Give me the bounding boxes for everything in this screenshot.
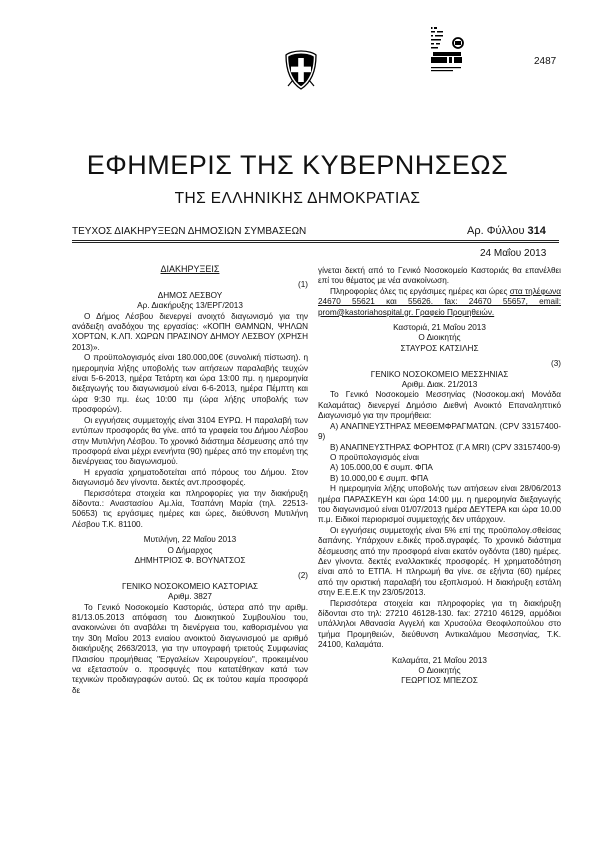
notice-3-reference: Αριθμ. Διακ. 21/2013 (401, 380, 478, 390)
sheet-number-line (467, 225, 546, 237)
notice-3-number: (3) (550, 359, 561, 369)
notice-1-paragraph: Οι εγγυήσεις συμμετοχής είναι 3104 ΕΥΡΩ. Η παραλαβή των εντύπων προσφοράς θα γίνε. από τα γραφεία του Δήμου Λέσβου στην Μυτιλήνη Λέσβου. Το χρονικό διάστημα δέσμευσης από την προσφορά είναι μέχρι ενενήντα (90) ημέρες από την επομένη της διενέργειας του διαγωνισμού. (72, 415, 308, 467)
notice-2-number: (2) (297, 571, 308, 581)
page-number: 2487 (534, 56, 557, 67)
greek-coat-of-arms-emblem (284, 50, 318, 90)
gazette-subtitle: ΤΗΣ ΕΛΛΗΝΙΚΗΣ ΔΗΜΟΚΡΑΤΙΑΣ (174, 190, 421, 207)
notice-2-contact-details: στα τηλέφωνα 24670 55621 και 55626. fax: 24670 55657, email: prom@kastoriahospital.gr. Γραφείο Προμηθειών. (318, 286, 561, 317)
notice-3-signatory-role: Ο Διοικητής (418, 666, 461, 676)
notice-3-paragraph: Περισσότερα στοιχεία και πληροφορίες για τη διακήρυξη δίδονται στο τηλ: 27210 46128-130. fax: 27210 46129, αρμόδιοι υπάλληλοι Αθανασία Αγγελή και Χρυσούλα Θεοφιλοπούλου στο τμήμα Προμηθειών, διεύθυνση Αντικαλάμου Μεσσηνίας, Τ.Κ. 24100, Καλαμάτα. (318, 598, 561, 650)
notice-3-budget-label: Ο προϋπολογισμός είναι (330, 452, 420, 462)
left-column (72, 264, 308, 696)
right-column (318, 266, 561, 687)
notice-1-signatory-role: Ο Δήμαρχος (167, 545, 213, 555)
notice-3-item-b: Β) ΑΝΑΠΝΕΥΣΤΗΡΑΣ ΦΟΡΗΤΟΣ (Γ.Α ΜRI) (CPV 33157400-9) (330, 442, 561, 452)
notice-1-paragraph: Ο Δήμος Λέσβου διενεργεί ανοιχτό διαγωνισμό για την ανάδειξη αναδόχου της εργασίας: «ΚΟΠΗ ΘΑΜΝΩΝ, ΨΗΛΩΝ ΧΟΡΤΩΝ, Κ.ΛΠ. ΧΩΡΩΝ ΠΡΑΣΙΝΟΥ ΔΗΜΟΥ ΛΕΣΒΟΥ (ΧΡΗΣΗ 2013)». (72, 311, 308, 352)
notice-3-paragraph: Οι εγγυήσεις συμμετοχής είναι 5% επί της προϋπολογ.σθείσας δαπάνης. Υπάρχουν ε.δικές προδ.αγραφές. Το χρονικό διάστημα δέσμευσης από την προσφορά είναι εκατόν ογδόντα (180) ημέρες. Δεν γίνοντα. δεκτές εναλλακτικές προσφορές. Η χρηματοδότηση είναι από το ΕΤΠΑ. Η πληρωμή θα γίνε. σε εξήντα (60) ημέρες από την οριστική παραλαβή του εξοπλισμού. Η διακήρυξη εστάλη στην Ε.Ε.Ε.Κ την 23/05/2013. (318, 525, 561, 598)
notice-2-place-date: Καστοριά, 21 Μαΐου 2013 (393, 323, 486, 333)
issue-date: 24 Μαΐου 2013 (480, 248, 547, 259)
notice-3-paragraph: Το Γενικό Νοσοκομείο Μεσσηνίας (Νοσοκομ.ακή Μονάδα Καλαμάτας) διενεργεί Δημόσιο Διεθνή Ανοικτό Επαναληπτικό Διαγωνισμό για την προμήθεια: (318, 390, 561, 421)
sheet-number: 314 (527, 225, 546, 237)
notice-2-signatory-name: ΣΤΑΥΡΟΣ ΚΑΤΣΙΛΗΣ (400, 343, 479, 353)
notice-2-signatory-role: Ο Διοικητής (418, 333, 461, 343)
notice-3-signatory-name: ΓΕΩΡΓΙΟΣ ΜΠΕΖΟΣ (401, 676, 478, 686)
notice-2-contact-lead: Πληροφορίες όλες τις εργάσιμες ημέρες και ώρες (330, 286, 510, 296)
notice-2-paragraph: Το Γενικό Νοσοκομείο Καστοριάς, ύστερα από την αριθμ. 81/13.05.2013 απόφαση του Διοικητικού Συμβουλίου του, ανακοινώνει ότι αναβάλει τη διενέργεια του, καθορισμένου για την 30η Μαΐου 2013 ενιαίου ανοικτού διαγωνισμού με αριθμό διακήρυξης 2663/2013, για την υπογραφή τριετούς Συμφωνίας Πλαισίου προμήθειας "Εργαλείων Χειρουργείου", προκειμένου να εξεταστούν ο. προσφυγές που κατατέθηκαν κατά των τεχνικών προδιαγραφών αυτού. Ως εκ τούτου καμία προσφορά δε (72, 602, 308, 695)
notice-1-place-date: Μυτιλήνη, 22 Μαΐου 2013 (143, 535, 237, 545)
issue-label: ΤΕΥΧΟΣ ΔΙΑΚΗΡΥΞΕΩΝ ΔΗΜΟΣΙΩΝ ΣΥΜΒΑΣΕΩΝ (72, 226, 307, 237)
sheet-label: Αρ. Φύλλου (467, 225, 525, 237)
gazette-title: ΕΦΗΜΕΡΙΣ ΤΗΣ ΚΥΒΕΡΝΗΣΕΩΣ (86, 150, 509, 180)
notice-3-place-date: Καλαμάτα, 21 Μαΐου 2013 (392, 655, 487, 665)
notice-3-budget-a: Α) 105.000,00 € συμπ. ΦΠΑ (330, 463, 433, 473)
notice-3-organization: ΓΕΝΙΚΟ ΝΟΣΟΚΟΜΕΙΟ ΜΕΣΣΗΝΙΑΣ (370, 369, 509, 379)
notice-1-number: (1) (297, 280, 308, 290)
notice-2-paragraph-cont: γίνεται δεκτή από το Γενικό Νοσοκομείο Καστοριάς θα επανέλθει επί του θέματος με νέα ανακοίνωση. (318, 266, 561, 286)
notice-1-paragraph: Περισσότερα στοιχεία και πληροφορίες για την διακήρυξη δίδοντα.: Αναστασίου Αμ.λία, Τσαπάνη Μαρία (τηλ. 22513-50653) τις εργάσιμες ημέρες και ώρες, διεύθυνση Μυτιλήνη Λέσβου Τ.Κ. 81100. (72, 488, 308, 529)
header-rule-thin (72, 242, 559, 243)
notice-1-reference: Αρ. Διακήρυξης 13/ΕΡΓ/2013 (137, 301, 243, 311)
notice-3-budget-b: Β) 10.000,00 € συμπ. ΦΠΑ (330, 473, 429, 483)
section-heading: ΔΙΑΚΗΡΥΞΕΙΣ (160, 264, 220, 274)
notice-2-contact (318, 287, 561, 318)
notice-2-organization: ΓΕΝΙΚΟ ΝΟΣΟΚΟΜΕΙΟ ΚΑΣΤΟΡΙΑΣ (122, 581, 258, 591)
notice-2-reference: Αριθμ. 3827 (168, 592, 212, 602)
notice-1-paragraph: Ο προϋπολογισμός είναι 180.000,00€ (συνολική πίστωση). η ημερομηνία λήξης υποβολής των αιτήσεων παραλαβής τευχών είναι 5-6-2013, ημέρα Τετάρτη και ώρα 13:00 πμ. η ημερομηνία διεξαγωγής του διαγωνισμού είναι 6-6-2013, ημέρα Πέμπτη και ώρα 9:30 πμ. έως 10:00 πμ (ώρα λήξης υποβολής των προσφορών). (72, 353, 308, 415)
barcode-seal-icon (431, 27, 469, 73)
notice-1-paragraph: Η εργασία χρηματοδοτείται από πόρους του Δήμου. Στον διαγωνισμό δεν γίνοντα. δεκτές αντ.προσφορές. (72, 467, 308, 488)
notice-1-organization: ΔΗΜΟΣ ΛΕΣΒΟΥ (157, 290, 223, 300)
notice-3-paragraph: Η ημερομηνία λήξης υποβολής των αιτήσεων είναι 28/06/2013 ημέρα ΠΑΡΑΣΚΕΥΗ και ώρα 14:00 μμ. η ημερομηνία διεξαγωγής του διαγωνισμού είναι 01/07/2013 ημέρα ΔΕΥΤΕΡΑ και ώρα 10.00 π.μ. Ειδικοί περιορισμοί συμμετοχής δεν υπάρχουν. (318, 484, 561, 525)
notice-3-item-a: Α) ΑΝΑΠΝΕΥΣΤΗΡΑΣ ΜΕΘΕΜΦΡΑΓΜΑΤΩΝ. (CPV 33157400-9) (318, 421, 561, 442)
notice-1-signatory-name: ΔΗΜΗΤΡΙΟΣ Φ. ΒΟΥΝΑΤΣΟΣ (134, 555, 246, 565)
